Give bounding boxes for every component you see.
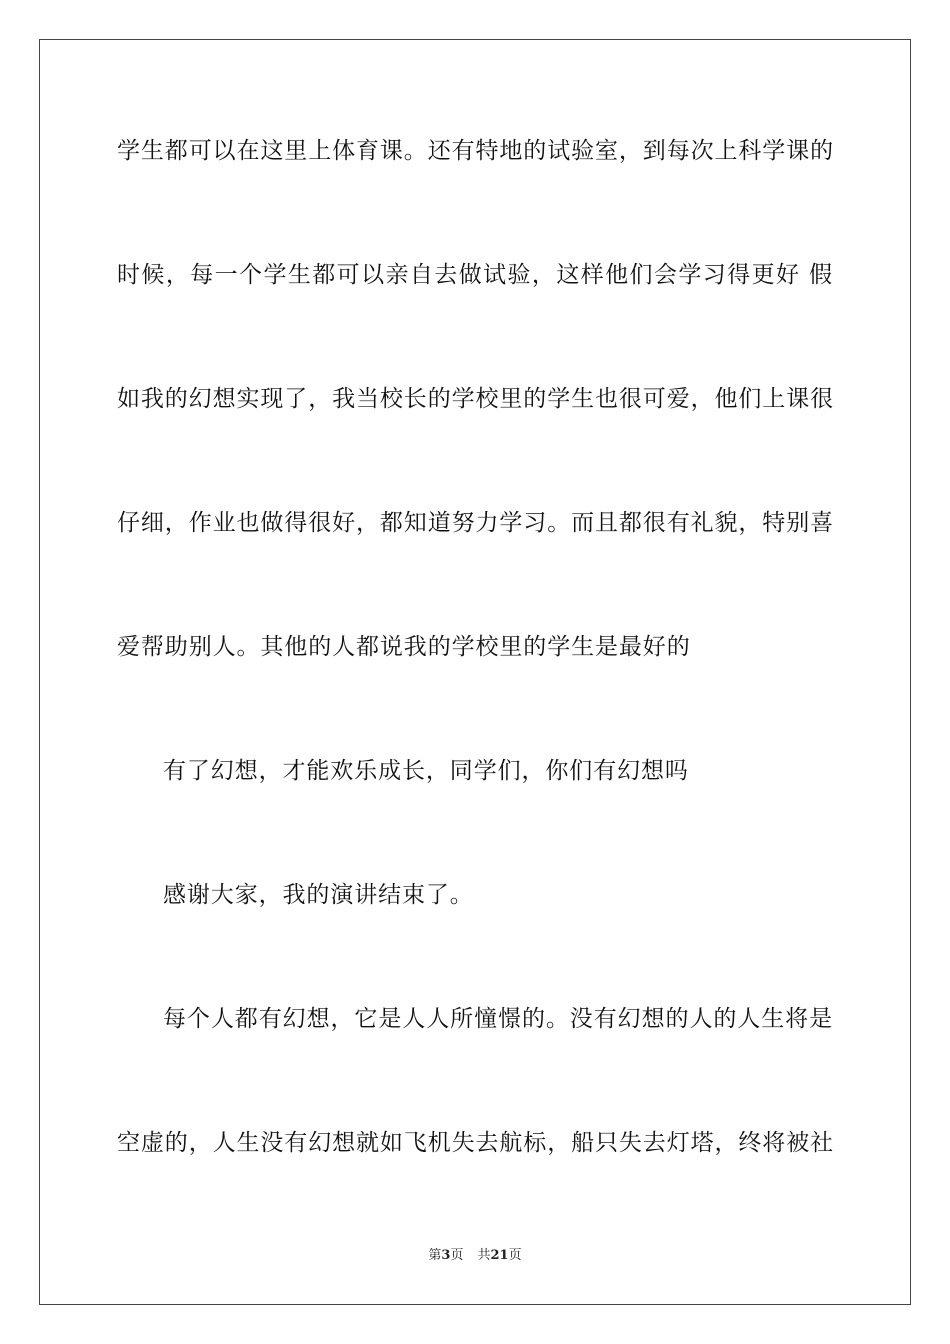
body-text-line: 学生都可以在这里上体育课。还有特地的试验室，到每次上科学课的	[117, 138, 834, 164]
body-text-line: 如我的幻想实现了，我当校长的学校里的学生也很可爱，他们上课很	[117, 386, 834, 412]
page-number-label: 第3页	[428, 1248, 464, 1263]
page-footer	[0, 1247, 950, 1265]
paragraph-line: 有了幻想，才能欢乐成长，同学们，你们有幻想吗	[163, 758, 689, 784]
paragraph-line: 感谢大家，我的演讲结束了。	[163, 882, 474, 908]
page-border	[39, 39, 911, 1305]
body-text-line: 空虚的，人生没有幻想就如飞机失去航标，船只失去灯塔，终将被社	[117, 1130, 834, 1156]
total-pages-label: 共21页	[477, 1248, 522, 1263]
body-text-line: 时候，每一个学生都可以亲自去做试验，这样他们会学习得更好 假	[117, 262, 833, 288]
paragraph-line: 每个人都有幻想，它是人人所憧憬的。没有幻想的人的人生将是	[163, 1006, 833, 1032]
body-text-line: 爱帮助别人。其他的人都说我的学校里的学生是最好的	[117, 634, 691, 660]
body-text-line: 仔细，作业也做得很好，都知道努力学习。而且都很有礼貌，特别喜	[117, 510, 834, 536]
